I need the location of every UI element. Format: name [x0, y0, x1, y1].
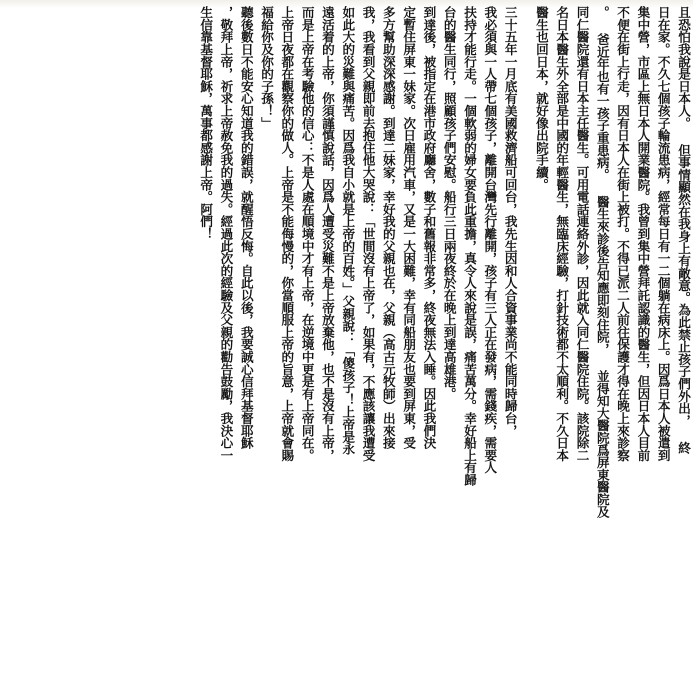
text-column: 醫生也回日本，就好像出院手續。 [533, 6, 549, 191]
paragraph-gap [520, 6, 531, 688]
text-column: 定暫住屏東一妹家。次日雇用汽車，又是一大困難，幸有同船朋友也要到屏東，受 [401, 6, 417, 449]
text-column: 。 爸近年也有一孩子重患病。 醫生來診後告知應即刻住院， 並得知大醫院爲屏東醫院及 [594, 6, 610, 518]
text-column: 而是上帝在考驗他的信心：不是人處在順境中才有上帝，在逆境中更是有上帝同在。 [299, 6, 315, 462]
text-column: 上帝日夜都在觀察你的做人。上帝是不能侮慢的，你當順服上帝的旨意，上帝就會賜 [279, 6, 295, 462]
text-column: 且恐怕我說是日本人。 但事情顯然在我身上有敵意。為此禁止孩子們外出， 終 [676, 6, 691, 454]
text-column: 我，我看到父親即前去抱住他大哭說：「世間沒有上帝了，如果有，不應該讓我遭受 [360, 6, 376, 462]
text-column: 到達後，被指定在港市政府廳舍，數子和舊報非常多，終夜無法入睡。因此我們決 [421, 6, 437, 449]
text-column: 遠活着的上帝，你須謹慎說話，因爲人遭受災難不是上帝放棄他，也不是沒有上帝， [319, 6, 335, 462]
text-column: 三十五年一月底有美國救濟船可回台，我先生因和人合資事業尚不能同時歸台， [502, 6, 518, 437]
text-column: 集中營，市區上無日本人開業醫院。我曾到集中營拜託認識的醫生，但因日本人目前 [635, 6, 651, 462]
text-column: 名日本醫生外全部是中國的年輕醫生，無臨床經驗，打針技術都不太順利。不久日本 [554, 6, 570, 462]
text-column: 同仁醫院還有日本主任醫生。可用電話連絡外診，因此就入同仁醫院住院。該院除二 [574, 6, 590, 462]
text-column: 福給你及你的子孫！」 [259, 6, 275, 130]
text-column: 多方幫助深深感謝。到達二妹家，幸好我的父親也在，父親（高古元牧師）出來接 [380, 6, 396, 449]
text-column: 我必須與一人帶七個孩子，離開台灣先行離開，孩子有三人正在發病，需錢疾，需要人 [482, 6, 498, 474]
text-column: 聽後數日不能安心知道我的錯誤，就醒悟反悔。自此以後，我要誠心信拜基督耶穌 [238, 6, 254, 449]
text-column: 如此大的災難與痛苦。因爲我自小就是上帝的百姓。」父親說：「傻孩子！上帝是永 [340, 6, 356, 455]
text-column [175, 6, 195, 688]
text-column: 生信靠基督耶穌，萬事都感謝上帝。阿們！ [198, 6, 214, 240]
text-column: 扶持才能行走。一個軟弱的婦女要負此重擔，真令人來說是誤，痛苦萬分。幸好船上有歸 [462, 6, 478, 486]
text-column: 日在家。不久七個孩子輪流患病，經常每日有一二個躺在病床上。因爲日本人被遣到 [655, 6, 671, 462]
text-column: 台的醫生同行，照顧孩子們安慰。船行三日兩夜終於在晚上到達高雄港。 [441, 6, 457, 400]
text-column: ，敬拜上帝，祈求上帝赦免我的過失。經過此次的經驗及父親的勸告鼓勵，我決心一 [218, 6, 234, 462]
vertical-text-body [0, 6, 693, 688]
text-column: 不便在街上行走，因有日本人在街上被打。不得已派二人前往保護才得在晚上來診察 [615, 6, 631, 462]
